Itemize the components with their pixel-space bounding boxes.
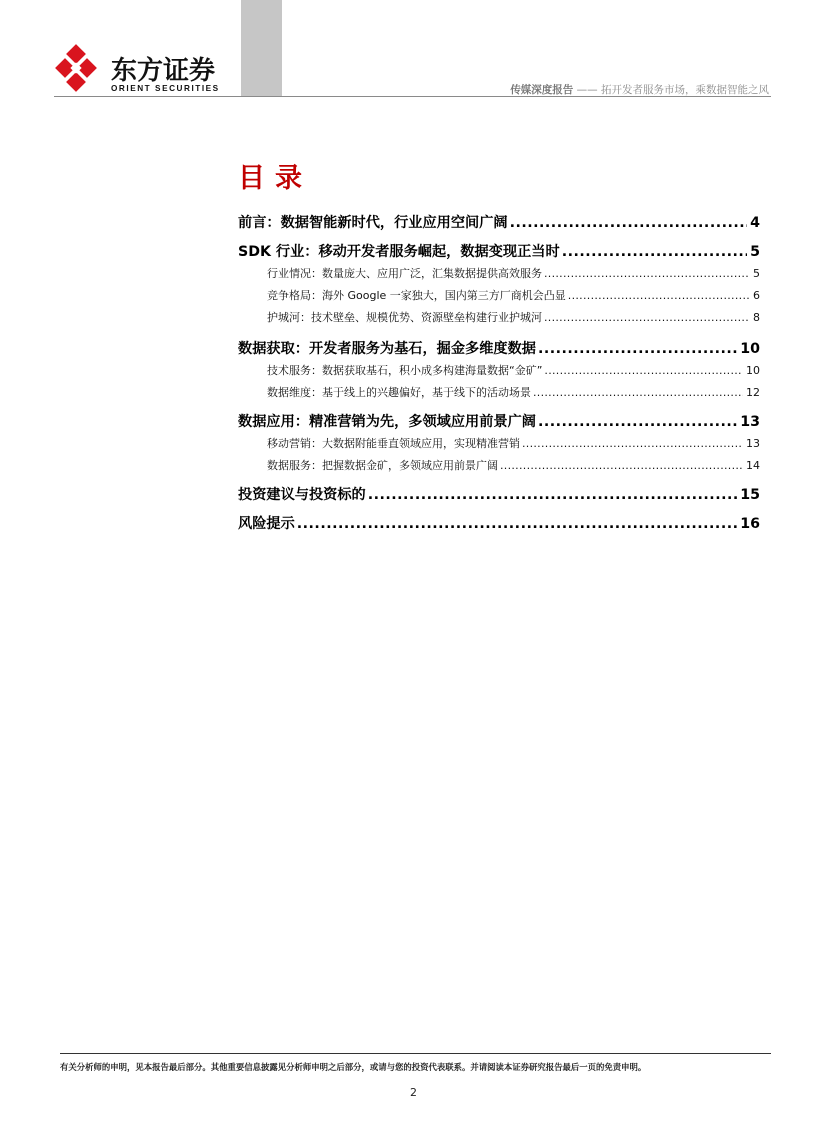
logo-mark-icon <box>55 44 105 94</box>
toc-dot-leader <box>510 215 748 231</box>
toc-subentry-page: 14 <box>746 459 760 472</box>
toc-entry-text: 数据获取：开发者服务为基石，掘金多维度数据 <box>238 341 536 357</box>
toc-subentry-text: 竞争格局：海外 Google 一家独大，国内第三方厂商机会凸显 <box>267 289 566 302</box>
footer-divider <box>60 1053 771 1054</box>
logo-chinese-name: 东方证券 <box>111 56 216 86</box>
toc-subentry[interactable] <box>238 362 760 378</box>
toc-dot-leader <box>368 487 738 503</box>
header-decoration-tab <box>241 0 282 96</box>
toc-dot-leader <box>538 414 737 430</box>
toc-subentry-page: 6 <box>753 289 760 302</box>
footer-disclaimer: 有关分析师的申明，见本报告最后部分。其他重要信息披露见分析师申明之后部分，或请与您的投资代表联系。并请阅读本证券研究报告最后一页的免责申明。 <box>60 1062 647 1072</box>
toc-dot-leader <box>568 289 750 302</box>
toc-dot-leader <box>544 364 743 377</box>
toc-dot-leader <box>544 311 750 324</box>
toc-subentry-page: 10 <box>746 364 760 377</box>
logo-english-name: ORIENT SECURITIES <box>111 84 220 93</box>
toc-subentry-text: 行业情况：数量庞大、应用广泛，汇集数据提供高效服务 <box>267 267 542 280</box>
toc-subentry-page: 13 <box>746 437 760 450</box>
toc-subentry[interactable] <box>238 309 760 325</box>
toc-entry-text: SDK 行业：移动开发者服务崛起，数据变现正当时 <box>238 244 560 260</box>
toc-entry[interactable] <box>238 212 760 232</box>
toc-entry-page: 10 <box>740 341 760 357</box>
toc-entry[interactable] <box>238 241 760 261</box>
toc-entry-text: 前言：数据智能新时代，行业应用空间广阔 <box>238 215 508 231</box>
toc-subentry-page: 12 <box>746 386 760 399</box>
toc-subentry[interactable] <box>238 287 760 303</box>
toc-dot-leader <box>522 437 743 450</box>
toc-entry-text: 风险提示 <box>238 516 295 532</box>
toc-entry-page: 13 <box>740 414 760 430</box>
header-separator: —— <box>573 84 601 96</box>
toc-subentry-text: 数据维度：基于线上的兴趣偏好，基于线下的活动场景 <box>267 386 531 399</box>
toc-subentry-text: 护城河：技术壁垒、规模优势、资源壁垒构建行业护城河 <box>267 311 542 324</box>
toc-subentry[interactable] <box>238 384 760 400</box>
toc-title: 目录 <box>238 163 312 194</box>
toc-entry-page: 16 <box>740 516 760 532</box>
toc-subentry-page: 8 <box>753 311 760 324</box>
toc-subentry[interactable] <box>238 435 760 451</box>
toc-dot-leader <box>538 341 737 357</box>
toc-dot-leader <box>544 267 750 280</box>
toc-entry[interactable] <box>238 411 760 431</box>
toc-subentry-text: 移动营销：大数据附能垂直领域应用，实现精准营销 <box>267 437 520 450</box>
toc-entry-page: 4 <box>750 215 760 231</box>
report-header <box>510 82 769 97</box>
toc-dot-leader <box>562 244 747 260</box>
report-type: 传媒深度报告 <box>510 84 574 96</box>
toc-subentry[interactable] <box>238 265 760 281</box>
toc-dot-leader <box>500 459 743 472</box>
header-divider <box>54 96 771 97</box>
toc-entry-page: 15 <box>740 487 760 503</box>
toc-entry[interactable] <box>238 338 760 358</box>
toc-entry-text: 数据应用：精准营销为先，多领域应用前景广阔 <box>238 414 536 430</box>
toc-subentry-text: 技术服务：数据获取基石，积小成多构建海量数据“金矿” <box>267 364 543 377</box>
toc-entry[interactable] <box>238 513 760 533</box>
toc-entry-page: 5 <box>750 244 760 260</box>
report-subtitle: 拓开发者服务市场，乘数据智能之风 <box>601 84 769 96</box>
toc-entry[interactable] <box>238 484 760 504</box>
toc-dot-leader <box>297 516 737 532</box>
toc-entry-text: 投资建议与投资标的 <box>238 487 366 503</box>
toc-subentry[interactable] <box>238 457 760 473</box>
company-logo <box>55 44 235 94</box>
toc-subentry-page: 5 <box>753 267 760 280</box>
toc-subentry-text: 数据服务：把握数据金矿，多领域应用前景广阔 <box>267 459 498 472</box>
toc-dot-leader <box>533 386 743 399</box>
page-number: 2 <box>410 1086 417 1099</box>
